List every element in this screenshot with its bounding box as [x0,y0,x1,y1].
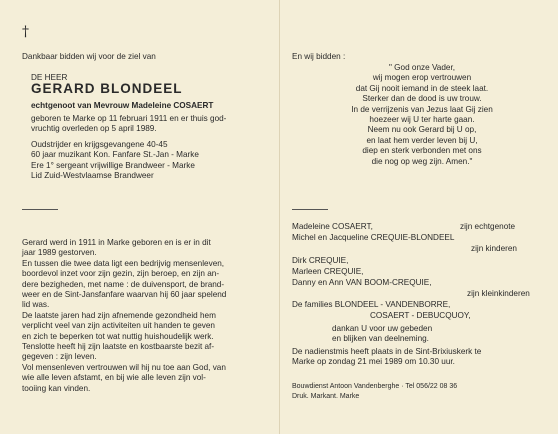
prayer-line: hoezeer wij U ter harte gaan. [369,115,475,125]
text-line: verplicht veel van zijn activiteiten uit handen te geven [22,321,215,331]
children-names: Michel en Jacqueline CREQUIE-BLONDEEL [292,233,455,242]
title-item: Lid Zuid-Westvlaamse Brandweer [31,171,154,181]
text-line: gegeven : zijn leven. [22,352,97,362]
text-line: en blijken van deelneming. [332,334,429,344]
grandchildren-role: zijn kleinkinderen [467,289,530,298]
text-line: Vol mensenleven vertrouwen wil hij nu toe aan God, van [22,362,226,372]
deceased-name: GERARD BLONDEEL [31,81,183,96]
grandchild-name: Danny en Ann VAN BOOM-CREQUIE, [292,278,432,287]
divider [22,209,58,210]
text-line: Gerard werd in 1911 in Marke geboren en is er in dit [22,238,211,247]
prayer-intro: En wij bidden : [292,52,346,61]
spouse-line: echtgenoot van Mevrouw Madeleine COSAERT [31,101,214,110]
families-line-2: COSAERT - DEBUCQUOY, [370,311,471,320]
text-line: En tussen die twee data ligt een bedrijvig mensenleven, [22,258,225,268]
grandchild-name: Marleen CREQUIE, [292,267,364,276]
text-line: Marke op zondag 21 mei 1989 om 10.30 uur. [292,357,455,367]
children-role: zijn kinderen [471,244,517,253]
text-line: Tenslotte heeft hij zijn laatste en kostbaarste bezit af- [22,342,215,352]
text-line: wie alle leven afstamt, en bij wie alle leven zijn vol- [22,373,206,383]
prayer-line: Neem nu ook Gerard bij U op, [367,125,477,135]
text-line: en zich te beperken tot wat nuttig huishoudelijk werk. [22,331,214,341]
undertaker-info: Bouwdienst Antoon Vandenberghe · Tel 056/22 08 36 [292,383,458,390]
text-line: weer en de Sint-Jansfanfare waarvan hij 60 jaar spelend [22,290,227,300]
birth-death-text [31,114,226,135]
text-line: dere bezigheden, met name : de duivensport, de brand- [22,279,225,289]
biography-text [22,238,226,394]
families-line-1: De families BLONDEEL - VANDENBORRE, [292,300,451,309]
thanks-text [332,324,432,345]
printer-info: Druk. Markant. Marke [292,393,360,400]
titles-list [31,140,199,182]
text-line: lid was. [22,300,50,310]
text-line: tooiing kan vinden. [22,383,91,393]
funeral-text [292,347,481,368]
text-line: jaar 1989 gestorven. [22,248,97,258]
grandchild-name: Dirk CREQUIE, [292,256,349,265]
prayer-line: dat Gij nooit iemand in de steek laat. [355,83,489,93]
text-line: dankan U voor uw gebeden [332,324,433,333]
prayer-intro: Dankbaar bidden wij voor de ziel van [22,52,156,61]
divider [292,209,328,210]
title-item: Ere 1° sergeant vrijwillige Brandweer - Marke [31,160,195,170]
spouse-role: zijn echtgenote [460,222,516,231]
prayer-line: " God onze Vader, [388,63,456,72]
prayer-line: wij mogen erop vertrouwen [372,73,472,83]
cross-icon: † [22,24,29,40]
text-line: vruchtig overleden op 5 april 1989. [31,124,157,134]
text-line: De laatste jaren had zijn afnemende gezondheid hem [22,310,216,320]
honorific: DE HEER [31,73,68,82]
prayer-line: die nog op weg zijn. Amen." [371,156,473,166]
prayer-line: Sterker dan de dood is uw trouw. [362,94,482,104]
prayer-line: In de verrijzenis van Jezus laat Gij zien [351,104,493,114]
text-line: geboren te Marke op 11 februari 1911 en er thuis god- [31,114,227,123]
text-line: boordevol inzet voor zijn gezin, zijn beroep, en zijn an- [22,269,220,279]
prayer-text [312,63,532,167]
title-item: Oudstrijder en krijgsgevangene 40-45 [31,140,168,149]
prayer-line: diep en sterk verbonden met ons [362,146,482,156]
prayer-line: en laat hem verder leven bij U, [366,135,478,145]
spouse-name: Madeleine COSAERT, [292,222,373,231]
text-line: De nadienstmis heeft plaats in de Sint-Brixiuskerk te [292,347,482,356]
card-fold [279,0,280,434]
title-item: 60 jaar muzikant Kon. Fanfare St.-Jan - Marke [31,150,199,160]
